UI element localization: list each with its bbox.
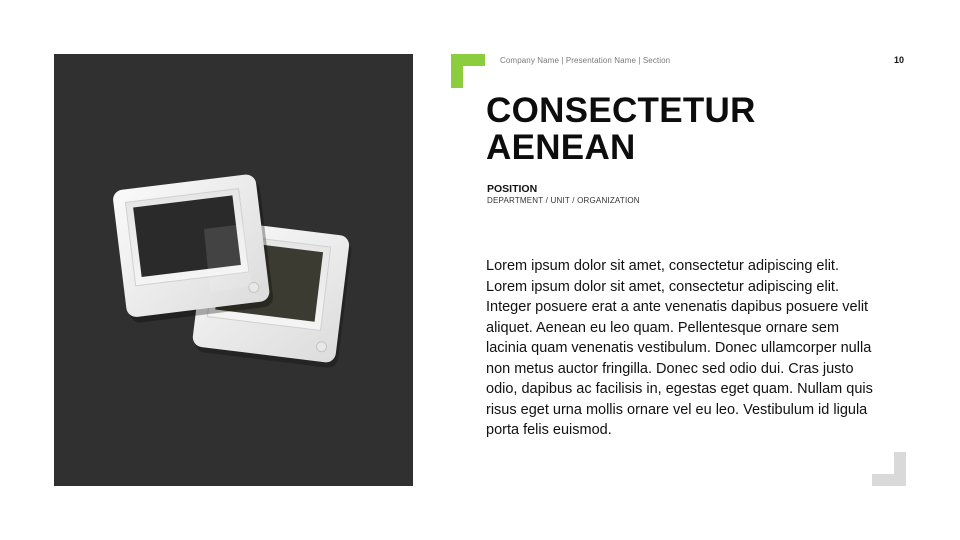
slide-mounts-icon: [54, 54, 413, 486]
slides-photo: [54, 54, 413, 486]
accent-corner-top-left: [451, 54, 485, 88]
breadcrumb: Company Name | Presentation Name | Section: [500, 56, 671, 65]
title-line-1: CONSECTETUR: [486, 91, 756, 130]
slide-title: [486, 92, 906, 166]
position-label: POSITION: [487, 183, 538, 195]
page-number: 10: [893, 55, 904, 65]
front-slide: [112, 173, 274, 324]
accent-corner-bottom-right: [872, 452, 906, 486]
body-paragraph: Lorem ipsum dolor sit amet, consectetur adipiscing elit. Lorem ipsum dolor sit amet, consectetur adipiscing elit. Integer posuere erat a ante venenatis dapibus posuere velit aliquet. Aenean eu leo quam. Pellentesque ornare sem lacinia quam venenatis vestibulum. Donec ullamcorper nulla non metus auctor fringilla. Donec sed odio dui. Cras justo odio, dapibus ac facilisis in, egestas eget quam. Nullam quis risus eget urna mollis ornare vel eu leo. Vestibulum id ligula porta felis euismod.: [486, 258, 873, 438]
title-line-2: AENEAN: [486, 128, 636, 167]
department-label: DEPARTMENT / UNIT / ORGANIZATION: [487, 196, 640, 205]
